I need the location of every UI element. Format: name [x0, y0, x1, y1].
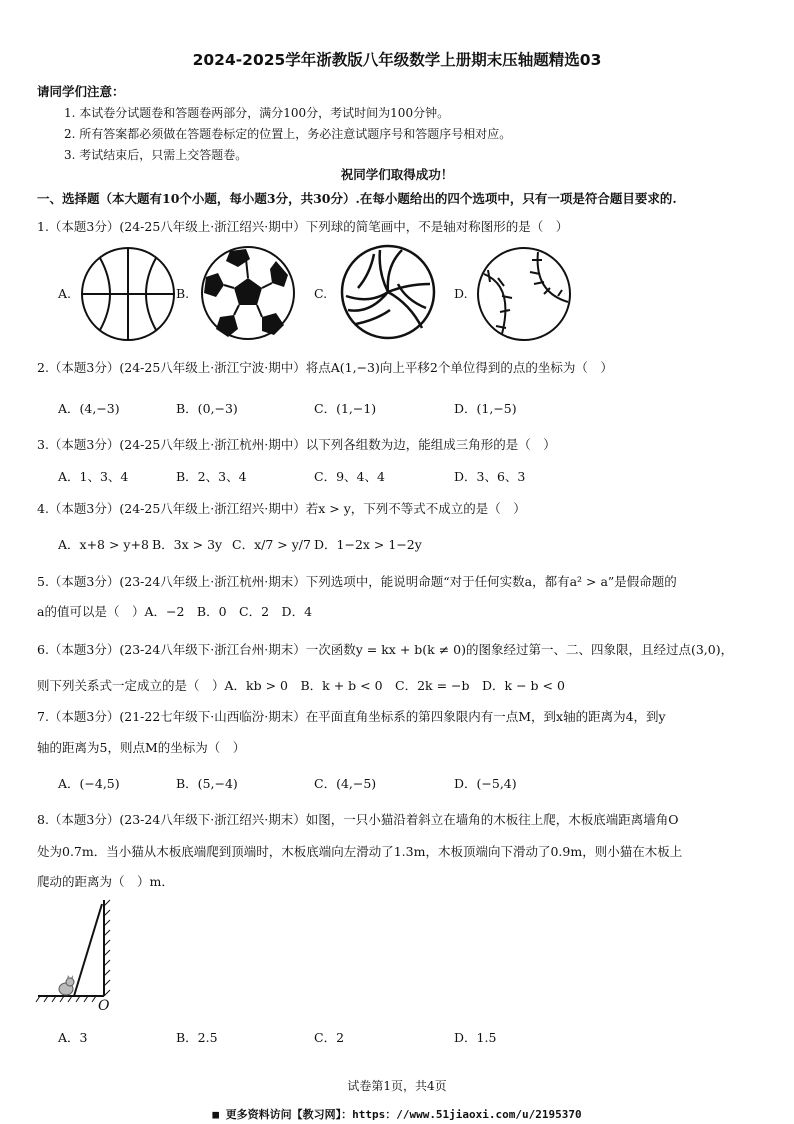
q8-option-b: B．2.5	[176, 1030, 218, 1045]
q7-option-c: C．(4,−5)	[314, 776, 377, 791]
q4-option-d: D．1−2x > 1−2y	[314, 537, 422, 552]
question-5-line-1: 5.（本题3分）(23-24八年级上·浙江杭州·期末）下列选项中，能说明命题“对于任何实数a，都有a² > a”是假命题的	[37, 574, 677, 589]
q2-option-a: A．(4,−3)	[58, 401, 120, 416]
q4-option-b: B．3x > 3y	[152, 537, 223, 552]
question-8-line-1: 8.（本题3分）(23-24八年级下·浙江绍兴·期末）如图，一只小猫沿着斜立在墙角的木板往上爬，木板底端距离墙角O	[37, 812, 679, 827]
q2-option-b: B．(0,−3)	[176, 401, 238, 416]
q8-option-a: A．3	[58, 1030, 88, 1045]
cat-icon	[59, 975, 74, 995]
notice-item: 1. 本试卷分试题卷和答题卷两部分，满分100分，考试时间为100分钟。	[64, 106, 450, 120]
q4-option-c: C．x/7 > y/7	[232, 537, 311, 552]
question-3-stem: 3.（本题3分）(24-25八年级上·浙江杭州·期中）以下列各组数为边，能组成三角形的是（ ）	[37, 437, 556, 452]
q7-option-a: A．(−4,5)	[58, 776, 120, 791]
q3-option-b: B．2、3、4	[176, 469, 247, 484]
footer-link[interactable]: ■ 更多资料访问【教习网】：https：//www.51jiaoxi.com/u/2195370	[212, 1108, 582, 1121]
page-number: 试卷第1页，共4页	[347, 1079, 447, 1093]
notice-item: 2. 所有答案都必须做在答题卷标定的位置上，务必注意试题序号和答题序号相对应。	[64, 127, 512, 141]
question-6-line-1: 6.（本题3分）(23-24八年级下·浙江台州·期末）一次函数y = kx + b(k ≠ 0)的图象经过第一、二、四象限，且经过点(3,0)，	[37, 642, 734, 657]
section-heading: 一、选择题（本大题有10个小题，每小题3分，共30分）.在每小题给出的四个选项中，只有一项是符合题目要求的.	[37, 191, 677, 206]
q1-option-a-label: A.	[58, 286, 72, 301]
q1-option-c-label: C.	[314, 286, 328, 301]
q3-option-a: A．1、3、4	[58, 469, 129, 484]
page-title: 2024-2025学年浙教版八年级数学上册期末压轴题精选03	[192, 51, 602, 69]
q3-option-d: D．3、6、3	[454, 469, 526, 484]
question-2-stem: 2.（本题3分）(24-25八年级上·浙江宁波·期中）将点A(1,−3)向上平移2个单位得到的点的坐标为（ ）	[37, 360, 613, 375]
wall-board-figure	[36, 898, 126, 1008]
wish-text: 祝同学们取得成功！	[340, 167, 454, 182]
baseball-icon	[476, 246, 572, 342]
q7-option-d: D．(−5,4)	[454, 776, 517, 791]
q1-option-d-label: D.	[454, 286, 468, 301]
notice-item: 3. 考试结束后，只需上交答题卷。	[64, 148, 248, 162]
question-8-line-2: 处为0.7m．当小猫从木板底端爬到顶端时，木板底端向左滑动了1.3m，木板顶端向下滑动了0.9m，则小猫在木板上	[37, 844, 683, 859]
q3-option-c: C．9、4、4	[314, 469, 385, 484]
q4-option-a: A．x+8 > y+8	[58, 537, 149, 552]
q1-option-b-label: B.	[176, 286, 190, 301]
q2-option-c: C．(1,−1)	[314, 401, 377, 416]
notice-heading: 请同学们注意：	[37, 84, 125, 99]
question-5-line-2: a的值可以是（ ）A．−2 B．0 C．2 D．4	[37, 604, 313, 619]
question-4-stem: 4.（本题3分）(24-25八年级上·浙江绍兴·期中）若x > y，下列不等式不成立的是（ ）	[37, 501, 526, 516]
question-7-line-1: 7.（本题3分）(21-22七年级下·山西临汾·期末）在平面直角坐标系的第四象限内有一点M，到x轴的距离为4，到y	[37, 709, 666, 724]
question-7-line-2: 轴的距离为5，则点M的坐标为（ ）	[37, 740, 246, 755]
point-o-label: O	[98, 998, 110, 1014]
q8-option-c: C．2	[314, 1030, 345, 1045]
q7-option-b: B．(5,−4)	[176, 776, 238, 791]
q2-option-d: D．(1,−5)	[454, 401, 517, 416]
question-6-line-2: 则下列关系式一定成立的是（ ）A．kb > 0 B．k + b < 0 C．2k = −b D．k − b < 0	[37, 678, 565, 693]
question-1-stem: 1.（本题3分）(24-25八年级上·浙江绍兴·期中）下列球的简笔画中，不是轴对称图形的是（ ）	[37, 219, 569, 234]
q8-option-d: D．1.5	[454, 1030, 497, 1045]
volleyball-icon	[340, 244, 436, 340]
basketball-icon	[80, 246, 176, 342]
soccer-ball-icon	[200, 245, 296, 341]
question-8-line-3: 爬动的距离为（ ）m．	[37, 874, 174, 889]
